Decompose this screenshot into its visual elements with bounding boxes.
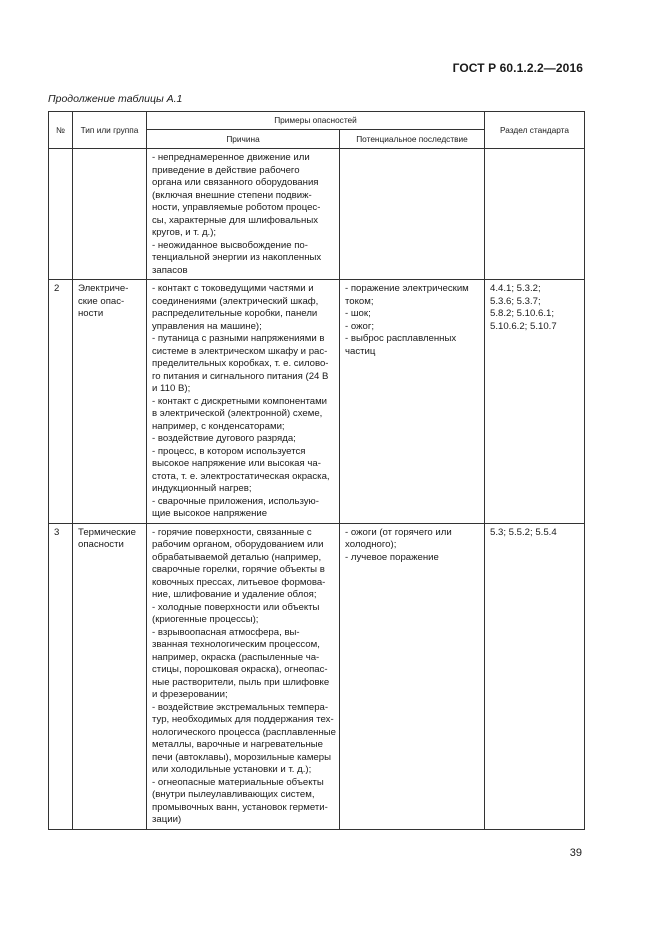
header-type: Тип или группа (73, 112, 147, 149)
cell-line: например, окраска (распыленные ча- (152, 651, 320, 663)
cell-cause (147, 280, 340, 524)
cell-line: стицы, порошковая окраска), огнеопас- (152, 664, 328, 675)
cell-line: зации) (152, 814, 182, 825)
cell-line: ные растворители, пыль при шлифовке (152, 676, 330, 688)
hazard-table (48, 111, 585, 830)
table-row (49, 523, 585, 829)
cell-line: - непреднамеренное движение или (152, 152, 310, 163)
cell-no: 2 (49, 280, 73, 524)
cell-line: индукционный нагрев; (152, 483, 252, 494)
cell-line: (криогенные процессы); (152, 614, 259, 625)
cell-line: обрабатываемой деталью (например, (152, 551, 322, 563)
cell-line: ние, шлифование и удаление облоя; (152, 589, 317, 600)
cell-no (49, 149, 73, 280)
cell-line: ковочных прессах, литьевое формова- (152, 576, 326, 588)
header-section: Раздел стандарта (485, 112, 585, 149)
cell-line: - поражение электрическим (345, 283, 469, 294)
cell-line: ности, управляемые роботом процес- (152, 202, 321, 213)
cell-line: нологического процесса (расплавленные (152, 726, 336, 738)
cell-line: тенциальной энергии из накопленных (152, 252, 322, 263)
cell-line: пределительных коробках, т. е. силово- (152, 358, 329, 369)
cell-line: распределительные коробки, панели (152, 308, 318, 319)
cell-consequence (340, 280, 485, 524)
cell-line: го питания и сигнального питания (24 В (152, 370, 329, 382)
cell-cause (147, 523, 340, 829)
cell-line: - воздействие дугового разряда; (152, 433, 296, 444)
cell-line: - неожиданное высвобождение по- (152, 239, 308, 251)
cell-line: и фрезеровании; (152, 689, 228, 700)
cell-line: органа или связанного оборудования (152, 177, 319, 188)
cell-line: Электриче- (78, 283, 129, 294)
cell-cause (147, 149, 340, 280)
cell-section (485, 523, 585, 829)
table-body (49, 149, 585, 830)
header-cause: Причина (147, 130, 340, 149)
cell-line: печи (автоклавы), морозильные камеры (152, 751, 331, 763)
cell-line: - выброс расплавленных (345, 333, 457, 344)
cell-line: током; (345, 295, 374, 307)
cell-line: 5.8.2; 5.10.6.1; (490, 308, 555, 319)
table-row (49, 280, 585, 524)
cell-line: (внутри пылеулавливающих систем, (152, 789, 315, 800)
cell-line: ности (78, 308, 104, 319)
cell-line: тур, необходимых для поддержания тех- (152, 714, 334, 725)
cell-section (485, 280, 585, 524)
cell-line: ские опас- (78, 295, 125, 307)
cell-line: - взрывоопасная атмосфера, вы- (152, 626, 300, 638)
cell-line: - сварочные приложения, использую- (152, 495, 319, 507)
cell-line: - холодные поверхности или объекты (152, 601, 320, 613)
cell-line: соединениями (электрический шкаф, (152, 295, 319, 307)
table-row (49, 149, 585, 280)
cell-line: сы, характерные для шлифовальных (152, 214, 319, 226)
table-caption: Продолжение таблицы А.1 (48, 93, 183, 105)
cell-section (485, 149, 585, 280)
cell-line: и 110 В); (152, 383, 191, 394)
cell-line: Термические (78, 526, 136, 538)
header-examples: Примеры опасностей (147, 112, 485, 130)
cell-line: например, с конденсаторами; (152, 420, 285, 432)
cell-line: 5.3; 5.5.2; 5.5.4 (490, 526, 557, 538)
cell-no: 3 (49, 523, 73, 829)
cell-line: 5.3.6; 5.3.7; (490, 295, 541, 307)
cell-line: - контакт с токоведущими частями и (152, 283, 314, 294)
header-no: № (49, 112, 73, 149)
cell-line: частиц (345, 345, 376, 357)
cell-line: (включая внешние степени подвиж- (152, 189, 312, 201)
cell-line: - горячие поверхности, связанные с (152, 526, 312, 538)
cell-line: запасов (152, 264, 188, 276)
document-standard-id: ГОСТ Р 60.1.2.2—2016 (452, 61, 583, 75)
cell-line: - огнеопасные материальные объекты (152, 776, 324, 788)
cell-line: промывочных ванн, установок гермети- (152, 801, 328, 813)
cell-line: - ожог; (345, 320, 375, 332)
cell-line: званная технологическим процессом, (152, 639, 320, 650)
cell-type (73, 149, 147, 280)
header-consequence: Потенциальное последствие (340, 130, 485, 149)
cell-type (73, 523, 147, 829)
cell-line: приведение в действие рабочего (152, 164, 300, 176)
cell-line: опасности (78, 539, 124, 550)
cell-line: - процесс, в котором используется (152, 445, 306, 457)
cell-line: - путаница с разными напряжениями в (152, 333, 325, 344)
cell-line: рабочим органом, оборудованием или (152, 539, 324, 550)
cell-line: системе в электрическом шкафу и рас- (152, 345, 328, 357)
cell-type (73, 280, 147, 524)
cell-line: - лучевое поражение (345, 551, 439, 563)
cell-line: - ожоги (от горячего или (345, 526, 452, 538)
cell-line: 4.4.1; 5.3.2; (490, 283, 541, 294)
cell-line: сварочные горелки, горячие объекты в (152, 564, 325, 575)
cell-line: высокое напряжение или высокая ча- (152, 458, 321, 469)
cell-line: холодного); (345, 539, 397, 550)
cell-consequence (340, 523, 485, 829)
page-number: 39 (569, 847, 582, 859)
cell-line: - воздействие экстремальных темпера- (152, 701, 329, 713)
cell-line: - контакт с дискретными компонентами (152, 395, 328, 407)
cell-line: щие высокое напряжение (152, 508, 268, 519)
cell-consequence (340, 149, 485, 280)
cell-line: - шок; (345, 308, 371, 319)
cell-line: или холодильные установки и т. д.); (152, 764, 312, 775)
cell-line: кругов, и т. д.); (152, 227, 217, 238)
cell-line: 5.10.6.2; 5.10.7 (490, 320, 557, 332)
cell-line: стота, т. е. электростатическая окраска, (152, 470, 330, 482)
cell-line: в электрической (электронной) схеме, (152, 408, 323, 419)
cell-line: управления на машине); (152, 320, 262, 332)
cell-line: металлы, варочные и нагревательные (152, 739, 324, 750)
